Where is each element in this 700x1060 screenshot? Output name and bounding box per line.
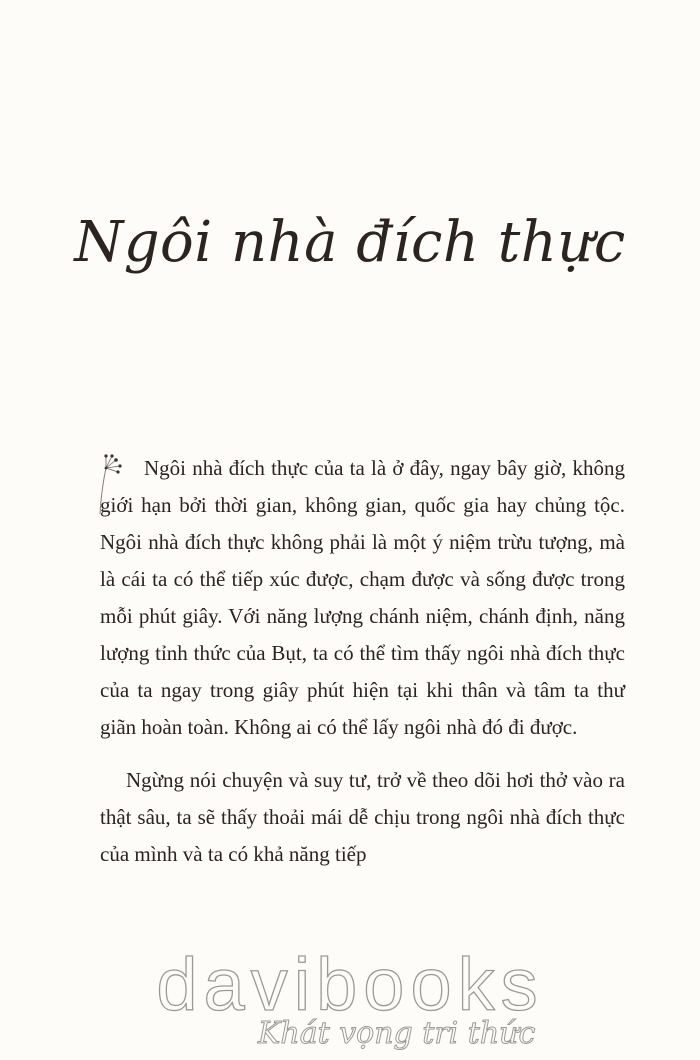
watermark-logo: davibooks [156,943,544,1026]
watermark-tagline: Khát vọng tri thức [258,1016,536,1051]
chapter-title: Ngôi nhà đích thực [74,210,626,275]
paragraph-1: Ngôi nhà đích thực của ta là ở đây, ngay bây giờ, không giới hạn bởi thời gian, không gian, quốc gia hay chủng tộc. Ngôi nhà đích thực không phải là một ý niệm trừu tượng, mà là cái ta có thể tiếp xúc được, chạm được và sống được trong mỗi phút giây. Với năng lượng chánh niệm, chánh định, năng lượng tỉnh thức của Bụt, ta có thể tìm thấy ngôi nhà đích thực của ta ngay trong giây phút hiện tại khi thân và tâm ta thư giãn hoàn toàn. Không ai có thể lấy ngôi nhà đó đi được. [100,456,625,739]
body-text [100,450,625,873]
paragraph-2: Ngừng nói chuyện và suy tư, trở về theo dõi hơi thở vào ra thật sâu, ta sẽ thấy thoải mái dễ chịu trong ngôi nhà đích thực của mình và ta có khả năng tiếp [100,768,625,866]
